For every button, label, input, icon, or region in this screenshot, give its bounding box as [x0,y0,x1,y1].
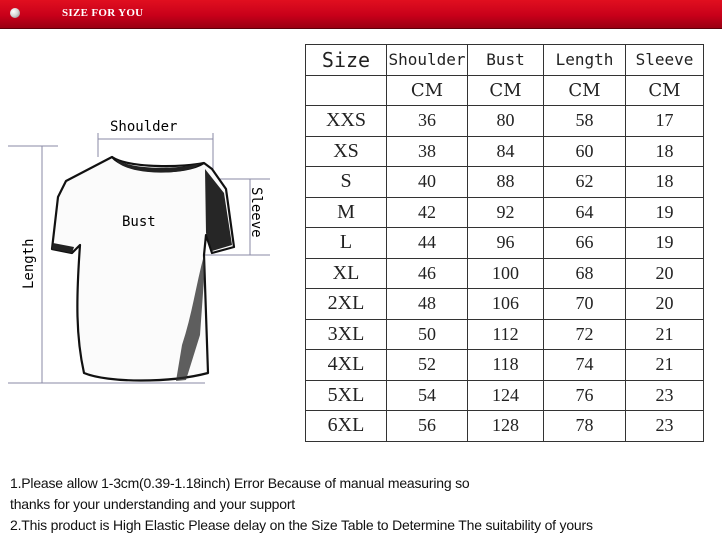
table-units-row-cell: CM [626,75,704,106]
table-row [306,258,704,289]
table-row-cell: 21 [626,350,704,381]
table-units-row-cell: CM [387,75,468,106]
table-row [306,228,704,259]
table-row [306,350,704,381]
table-row-cell: 74 [544,350,626,381]
table-row-cell: 3XL [306,319,387,350]
table-row-cell: 17 [626,106,704,137]
table-row-cell: 50 [387,319,468,350]
table-row [306,380,704,411]
table-row-cell: 44 [387,228,468,259]
table-row-cell: XXS [306,106,387,137]
size-chart-table [305,44,704,442]
bullet-icon [10,8,20,18]
table-row-cell: 124 [468,380,544,411]
table-row-cell: 64 [544,197,626,228]
table-row-cell: 2XL [306,289,387,320]
shoulder-label: Shoulder [110,119,178,135]
table-row [306,289,704,320]
table-row-cell: 96 [468,228,544,259]
note-line-1: 1.Please allow 1-3cm(0.39-1.18inch) Error Because of manual measuring so [10,475,470,491]
table-row-cell: 20 [626,258,704,289]
table-units-row-cell: CM [544,75,626,106]
table-row-cell: XL [306,258,387,289]
table-row-cell: 19 [626,197,704,228]
table-row-cell: 118 [468,350,544,381]
table-row-cell: 92 [468,197,544,228]
table-units-row-cell: CM [468,75,544,106]
bust-label: Bust [122,214,156,230]
table-row-cell: 88 [468,167,544,198]
table-row [306,167,704,198]
table-row-cell: 23 [626,411,704,442]
table-row-cell: 100 [468,258,544,289]
table-row-cell: 72 [544,319,626,350]
table-row-cell: 56 [387,411,468,442]
table-units-row [306,75,704,106]
table-row-cell: 21 [626,319,704,350]
table-row [306,106,704,137]
table-header-row-cell: Sleeve [626,45,704,76]
table-row [306,319,704,350]
table-row-cell: 80 [468,106,544,137]
table-row-cell: 70 [544,289,626,320]
table-row-cell: 84 [468,136,544,167]
table-row-cell: 52 [387,350,468,381]
table-row-cell: 66 [544,228,626,259]
table-row-cell: 106 [468,289,544,320]
table-row-cell: 46 [387,258,468,289]
table-row-cell: 58 [544,106,626,137]
table-row-cell: 112 [468,319,544,350]
table-row-cell: 4XL [306,350,387,381]
table-row-cell: L [306,228,387,259]
table-row-cell: XS [306,136,387,167]
table-row-cell: 6XL [306,411,387,442]
note-line-2: thanks for your understanding and your support [10,496,295,512]
table-row [306,136,704,167]
table-row-cell: 36 [387,106,468,137]
table-row-cell: 76 [544,380,626,411]
tshirt-measurement-diagram [0,105,300,395]
table-header-row-cell: Size [306,45,387,76]
sleeve-label: Sleeve [248,187,264,238]
table-row-cell: S [306,167,387,198]
table-row-cell: 38 [387,136,468,167]
table-row-cell: 48 [387,289,468,320]
table-header-row-cell: Length [544,45,626,76]
banner-title: SIZE FOR YOU [62,7,144,19]
table-row-cell: 68 [544,258,626,289]
notes [10,473,593,536]
table-row-cell: 20 [626,289,704,320]
table-row-cell: M [306,197,387,228]
table-row-cell: 18 [626,136,704,167]
table-row-cell: 60 [544,136,626,167]
table-row-cell: 128 [468,411,544,442]
table-row [306,411,704,442]
table-units-row-cell [306,75,387,106]
table-header-row-cell: Bust [468,45,544,76]
header-banner [0,0,722,29]
table-header-row [306,45,704,76]
table-row-cell: 42 [387,197,468,228]
table-row-cell: 40 [387,167,468,198]
table-row-cell: 23 [626,380,704,411]
table-row-cell: 78 [544,411,626,442]
table-row-cell: 62 [544,167,626,198]
table-row-cell: 18 [626,167,704,198]
length-label: Length [21,238,37,289]
table-row-cell: 19 [626,228,704,259]
table-row-cell: 5XL [306,380,387,411]
table-header-row-cell: Shoulder [387,45,468,76]
table-row [306,197,704,228]
table-row-cell: 54 [387,380,468,411]
note-line-3: 2.This product is High Elastic Please delay on the Size Table to Determine The suitability of yours [10,517,593,533]
